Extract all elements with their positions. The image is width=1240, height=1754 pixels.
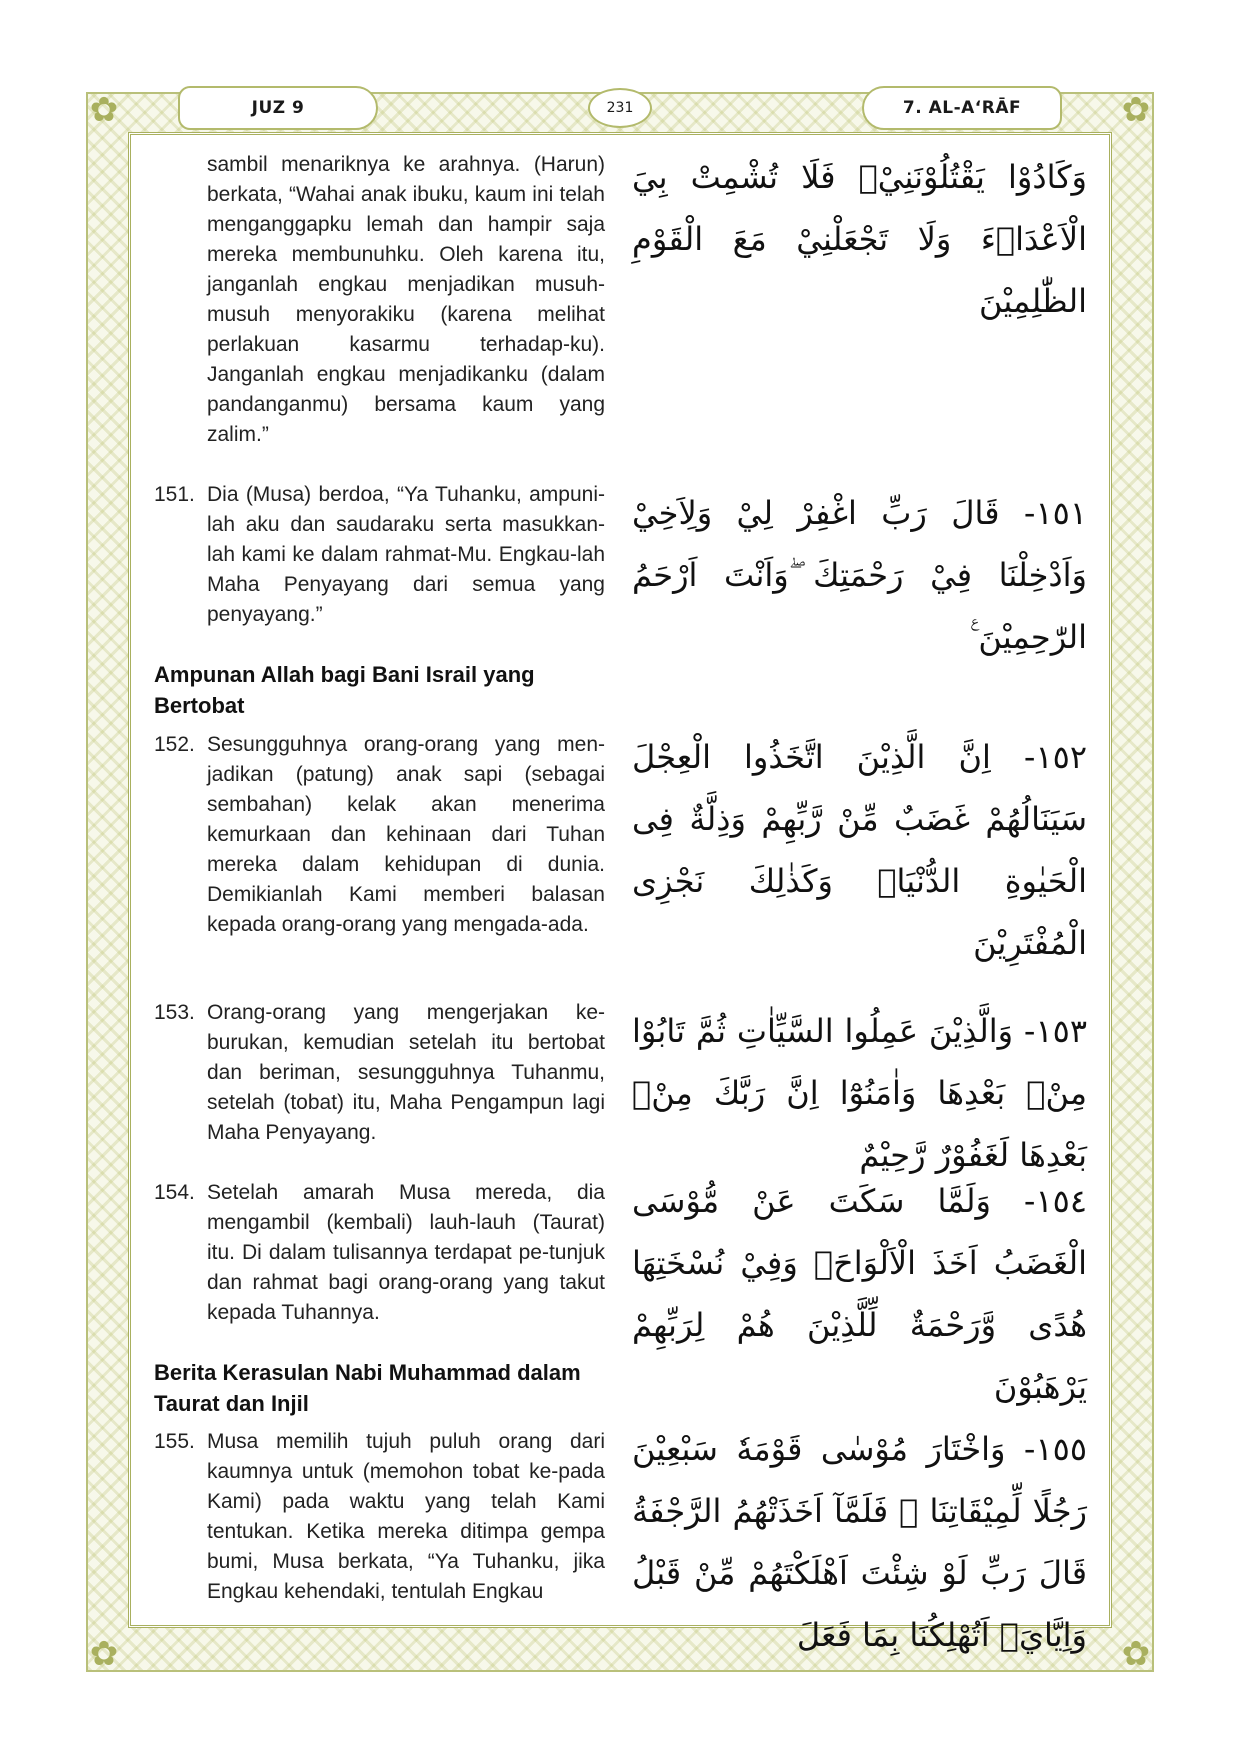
verse-arabic: ١٥٤- وَلَمَّا سَكَتَ عَنْ مُّوْسَى الْغَضَبُ اَخَذَ الْاَلْوَاحَۖ وَفِيْ نُسْخَتِهَا هُدًى وَّرَحْمَةٌ لِّلَّذِيْنَ هُمْ لِرَبِّهِمْ يَرْهَبُوْنَ <box>632 1182 1087 1406</box>
surah-label: 7. AL-A‘RĀF <box>862 86 1062 130</box>
verse-number: 154. <box>154 1181 195 1204</box>
corner-ornament-icon: ✿ <box>1121 90 1151 130</box>
corner-ornament-icon: ✿ <box>1121 1634 1151 1674</box>
verse-number: 151. <box>154 483 195 506</box>
verse-translation <box>154 480 605 630</box>
verse-translation-text: Setelah amarah Musa mereda, dia mengambil (kembali) lauh-lauh (Taurat) itu. Di dalam tulisannya terdapat pe-tunjuk dan rahmat bagi orang-orang yang takut kepada Tuhannya. <box>207 1181 605 1324</box>
verse-number: 153. <box>154 1001 195 1024</box>
juz-label: JUZ 9 <box>178 86 378 130</box>
verse-translation-text: Sesungguhnya orang-orang yang men-jadikan (patung) anak sapi (sebagai sembahan) kelak akan menerima kemurkaan dan kehinaan dari Tuhan mereka dalam kehidupan di dunia. Demikianlah Kami memberi balasan kepada orang-orang yang mengada-ada. <box>207 733 605 936</box>
verse-arabic: ١٥١- قَالَ رَبِّ اغْفِرْ لِيْ وَلِاَخِيْ وَاَدْخِلْنَا فِيْ رَحْمَتِكَ ۖوَاَنْتَ اَرْحَمُ الرّٰحِمِيْنَ ࣖ <box>632 494 1087 656</box>
verse-translation <box>154 1178 605 1328</box>
verse-translation <box>154 1427 605 1607</box>
verse-number: 152. <box>154 733 195 756</box>
verse-arabic: ١٥٣- وَالَّذِيْنَ عَمِلُوا السَّيِّاٰتِ ثُمَّ تَابُوْا مِنْۢ بَعْدِهَا وَاٰمَنُوْٓا اِنَّ رَبَّكَ مِنْۢ بَعْدِهَا لَغَفُوْرٌ رَّحِيْمٌ <box>632 1012 1087 1174</box>
corner-ornament-icon: ✿ <box>89 1634 119 1674</box>
section-heading: Berita Kerasulan Nabi Muhammad dalam Taurat dan Injil <box>154 1360 581 1416</box>
verse-translation-text: Dia (Musa) berdoa, “Ya Tuhanku, ampuni-lah aku dan saudaraku serta masukkan-lah kami ke dalam rahmat-Mu. Engkau-lah Maha Penyayang dari semua yang penyayang.” <box>207 483 605 626</box>
verse-number: 155. <box>154 1430 195 1453</box>
page-number: 231 <box>588 88 652 128</box>
verse-translation-text: Musa memilih tujuh puluh orang dari kaumnya untuk (memohon tobat ke-pada Kami) pada waktu yang telah Kami tentukan. Ketika mereka ditimpa gempa bumi, Musa berkata, “Ya Tuhanku, jika Engkau kehendaki, tentulah Engkau <box>207 1430 605 1603</box>
verse-arabic: ١٥٥- وَاخْتَارَ مُوْسٰى قَوْمَهٗ سَبْعِيْنَ رَجُلًا لِّمِيْقَاتِنَا ۚ فَلَمَّآ اَخَذَتْهُمُ الرَّجْفَةُ قَالَ رَبِّ لَوْ شِئْتَ اَهْلَكْتَهُمْ مِّنْ قَبْلُ وَاِيَّايَۗ اَتُهْلِكُنَا بِمَا فَعَلَ <box>632 1430 1087 1654</box>
verse-translation-text: Orang-orang yang mengerjakan ke-burukan, kemudian setelah itu bertobat dan beriman, sesungguhnya Tuhanmu, setelah (tobat) itu, Maha Pengampun lagi Maha Penyayang. <box>207 1001 605 1144</box>
verse-arabic: وَكَادُوْا يَقْتُلُوْنَنِيْۖ فَلَا تُشْمِتْ بِيَ الْاَعْدَاۤءَ وَلَا تَجْعَلْنِيْ مَعَ الْقَوْمِ الظّٰلِمِيْنَ <box>632 158 1087 320</box>
section-heading: Ampunan Allah bagi Bani Israil yang Bertobat <box>154 662 535 718</box>
verse-translation-text: sambil menariknya ke arahnya. (Harun) berkata, “Wahai anak ibuku, kaum ini telah menganggapku lemah dan hampir saja mereka membunuhku. Oleh karena itu, janganlah engkau menjadikan musuh-musuh menyorakiku (karena melihat perlakuan kasarmu terhadap-ku). Janganlah engkau menjadikanku (dalam pandanganmu) bersama kaum yang zalim.” <box>207 153 605 446</box>
verse-arabic: ١٥٢- اِنَّ الَّذِيْنَ اتَّخَذُوا الْعِجْلَ سَيَنَالُهُمْ غَضَبٌ مِّنْ رَّبِّهِمْ وَذِلَّةٌ فِى الْحَيٰوةِ الدُّنْيَاۗ وَكَذٰلِكَ نَجْزِى الْمُفْتَرِيْنَ <box>632 738 1087 962</box>
verse-translation <box>154 998 605 1148</box>
verse-translation <box>207 150 605 450</box>
verse-translation <box>154 730 605 940</box>
corner-ornament-icon: ✿ <box>89 90 119 130</box>
